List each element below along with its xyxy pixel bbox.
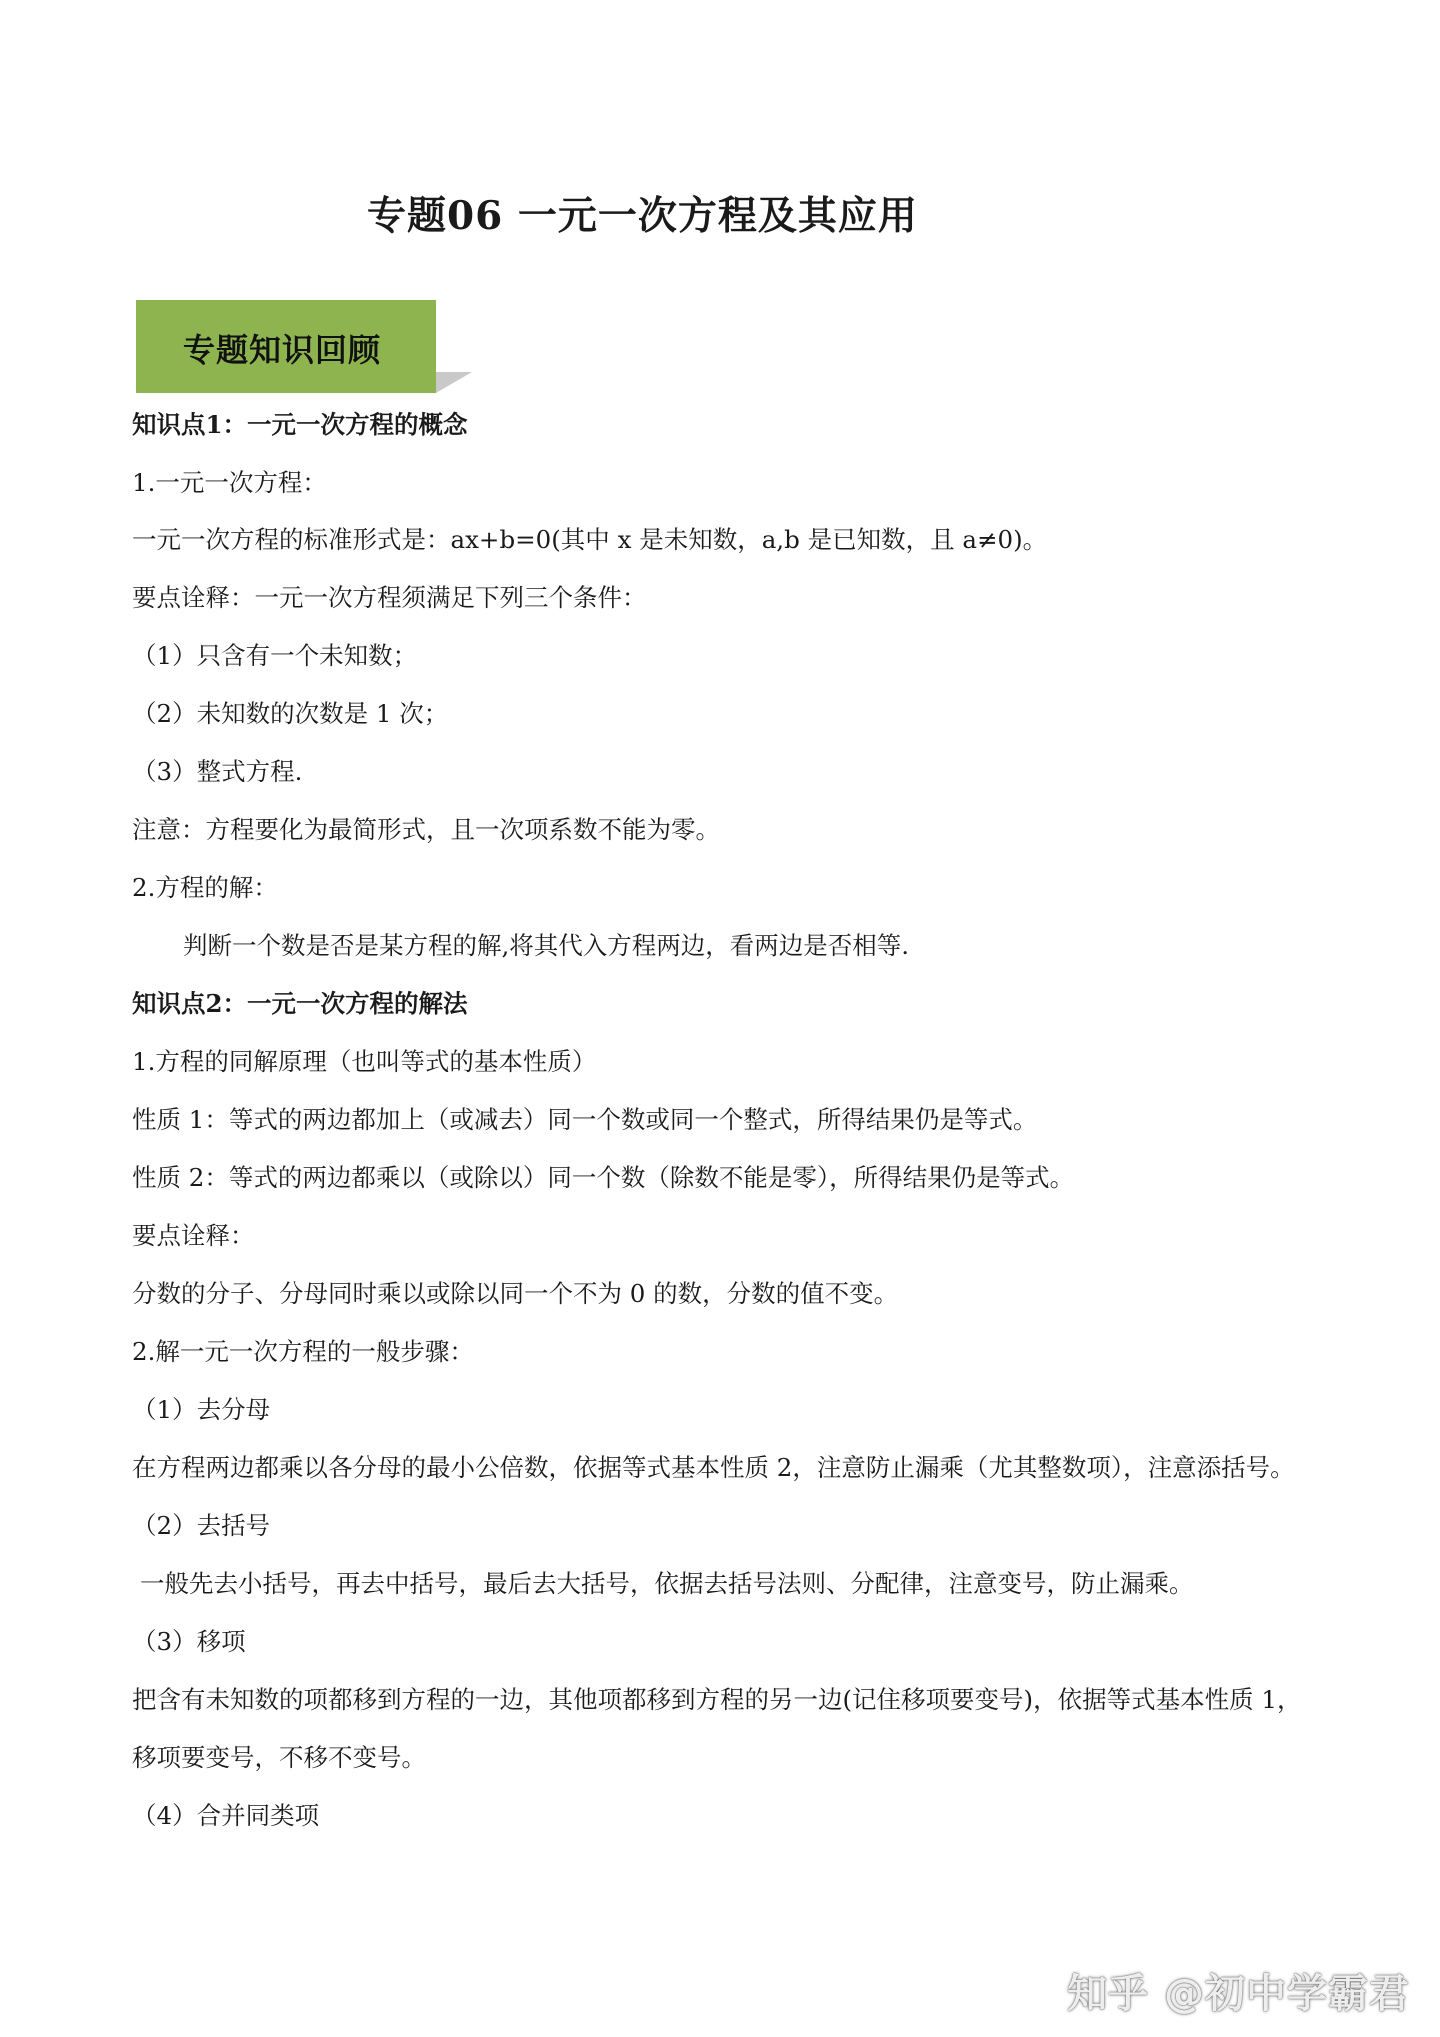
heading-knowledge-point-1: 知识点1：一元一次方程的概念 [132, 410, 468, 439]
paragraph-line: 2.解一元一次方程的一般步骤： [132, 1337, 474, 1366]
paragraph-line: 把含有未知数的项都移到方程的一边，其他项都移到方程的另一边(记住移项要变号)，依据等式基本性质 1， [132, 1685, 1302, 1714]
paragraph-line: （4）合并同类项 [132, 1801, 320, 1830]
heading-knowledge-point-2: 知识点2：一元一次方程的解法 [132, 989, 468, 1018]
paragraph-line: 要点诠释：一元一次方程须满足下列三个条件： [132, 583, 647, 612]
paragraph-line: 1.一元一次方程： [132, 468, 327, 497]
banner-shadow [436, 372, 472, 393]
watermark: 知乎 @初中学霸君 [1067, 1971, 1410, 2017]
page-title: 专题06 一元一次方程及其应用 [367, 193, 918, 239]
paragraph-line: 注意：方程要化为最简形式，且一次项系数不能为零。 [132, 815, 720, 844]
paragraph-line: （3）整式方程. [132, 757, 303, 786]
paragraph-line: 判断一个数是否是某方程的解,将其代入方程两边，看两边是否相等. [183, 931, 910, 960]
paragraph-line: 性质 1：等式的两边都加上（或减去）同一个数或同一个整式，所得结果仍是等式。 [132, 1105, 1038, 1134]
paragraph-line: 移项要变号，不移不变号。 [132, 1743, 426, 1772]
paragraph-line: （1）只含有一个未知数； [132, 641, 418, 670]
paragraph-line: 2.方程的解： [132, 873, 278, 902]
paragraph-line: 性质 2：等式的两边都乘以（或除以）同一个数（除数不能是零），所得结果仍是等式。 [132, 1163, 1075, 1192]
paragraph-line: 分数的分子、分母同时乘以或除以同一个不为 0 的数，分数的值不变。 [132, 1279, 899, 1308]
paragraph-line: 在方程两边都乘以各分母的最小公倍数，依据等式基本性质 2，注意防止漏乘（尤其整数项），注意添括号。 [132, 1453, 1295, 1482]
paragraph-line: （1）去分母 [132, 1395, 271, 1424]
paragraph-line: （2）去括号 [132, 1511, 271, 1540]
paragraph-line: 要点诠释： [132, 1221, 255, 1250]
paragraph-line: （3）移项 [132, 1627, 246, 1656]
banner-label: 专题知识回顾 [183, 331, 382, 369]
paragraph-line: （2）未知数的次数是 1 次； [132, 699, 449, 728]
paragraph-line: 一元一次方程的标准形式是：ax+b=0(其中 x 是未知数，a,b 是已知数，且 a≠0)。 [132, 525, 1048, 554]
paragraph-line: 一般先去小括号，再去中括号，最后去大括号，依据去括号法则、分配律，注意变号，防止漏乘。 [140, 1569, 1194, 1598]
paragraph-line: 1.方程的同解原理（也叫等式的基本性质） [132, 1047, 597, 1076]
